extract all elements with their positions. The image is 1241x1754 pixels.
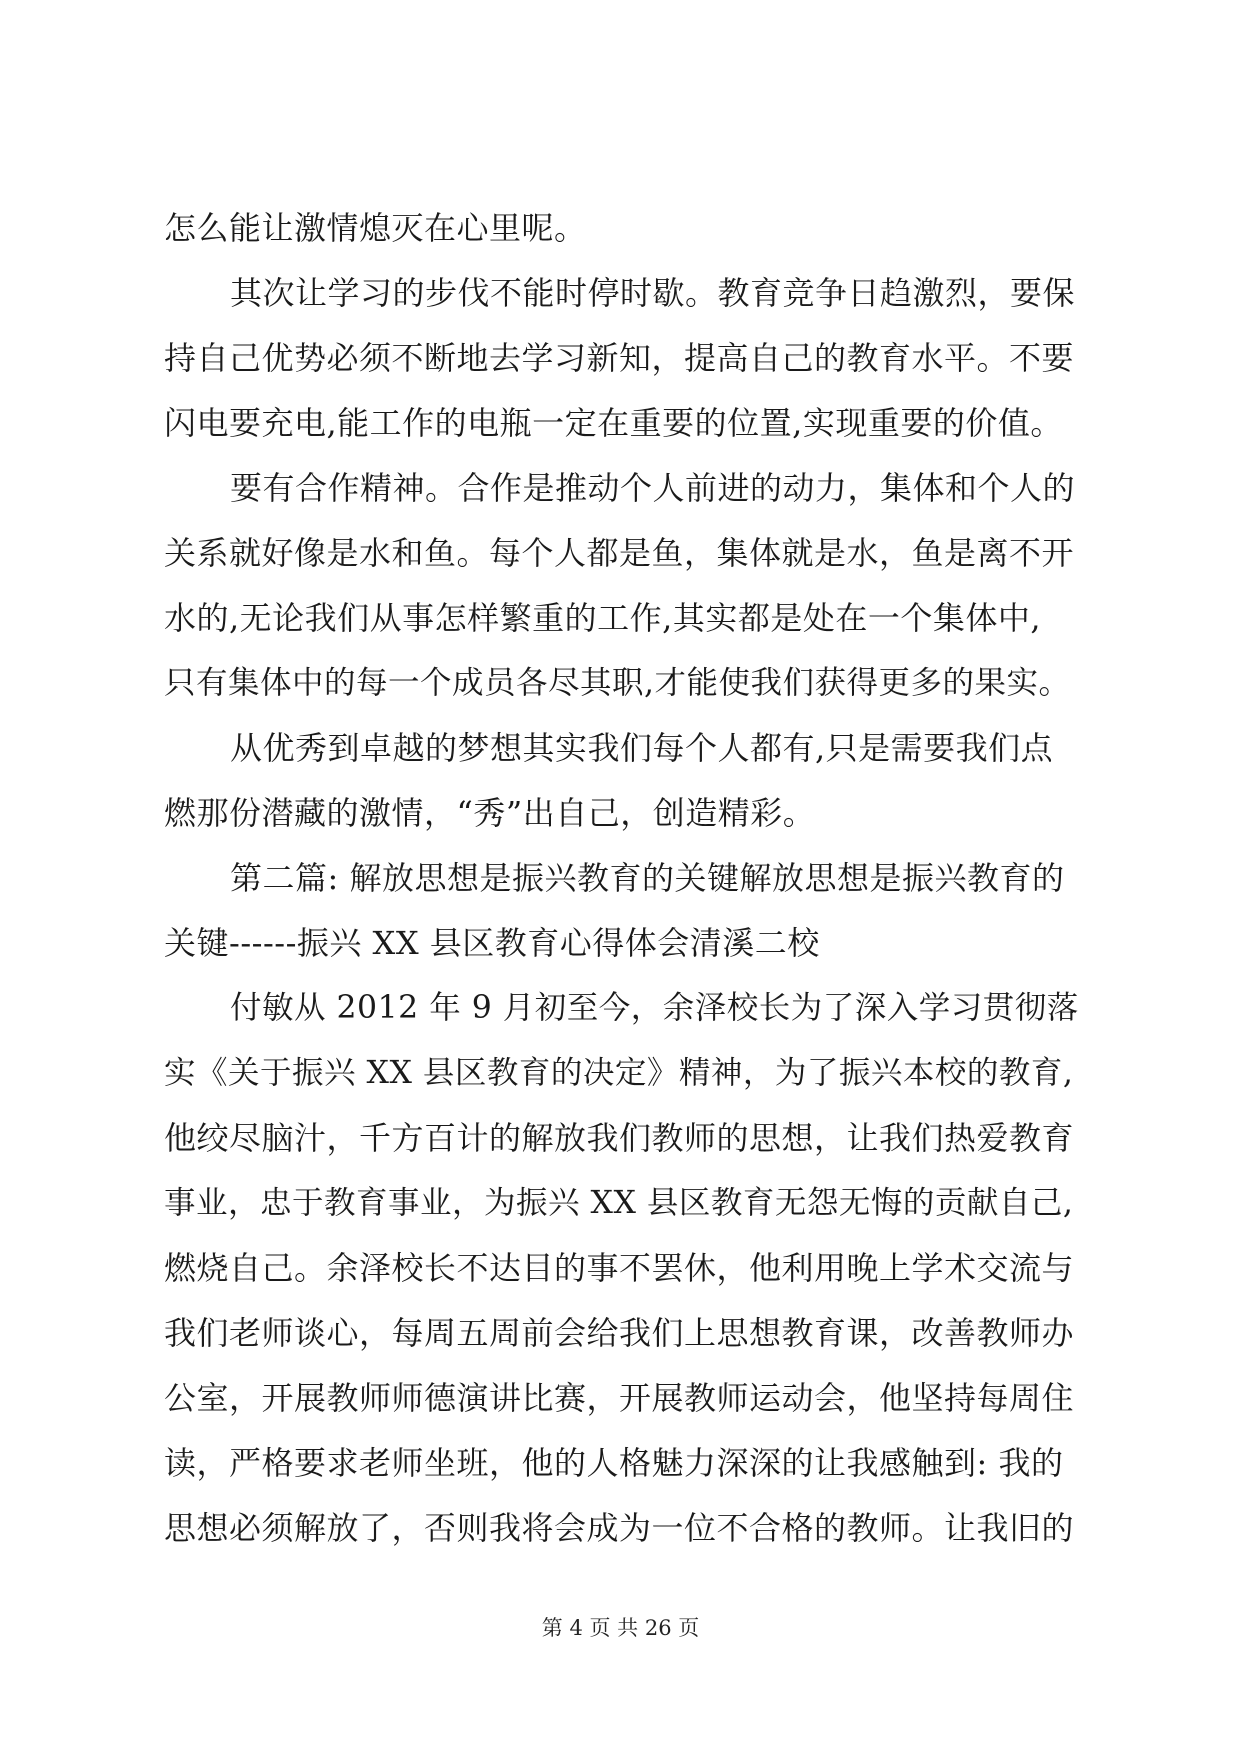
text-line: 燃那份潜藏的激情，“秀”出自己，创造精彩。 xyxy=(164,794,816,832)
text-line: 关键------振兴 XX 县区教育心得体会清溪二校 xyxy=(164,924,820,962)
text-line: 关系就好像是水和鱼。每个人都是鱼，集体就是水，鱼是离不开 xyxy=(164,534,1075,572)
text-line: 实《关于振兴 XX 县区教育的决定》精神，为了振兴本校的教育, xyxy=(164,1055,1074,1091)
document-body xyxy=(164,196,1084,1561)
text-line: 怎么能让激情熄灭在心里呢。 xyxy=(164,209,587,247)
text-line: 其次让学习的步伐不能时停时歇。教育竞争日趋激烈，要保 xyxy=(230,274,1076,312)
page-footer: 第 4 页 共 26 页 xyxy=(541,1616,700,1640)
text-line: 读，严格要求老师坐班，他的人格魅力深深的让我感触到: 我的 xyxy=(164,1444,1064,1482)
text-line: 公室，开展教师师德演讲比赛，开展教师运动会，他坚持每周住 xyxy=(164,1379,1075,1417)
text-line: 要有合作精神。合作是推动个人前进的动力，集体和个人的 xyxy=(230,469,1076,507)
text-line: 闪电要充电,能工作的电瓶一定在重要的位置,实现重要的价值。 xyxy=(164,404,1063,442)
text-line: 第二篇: 解放思想是振兴教育的关键解放思想是振兴教育的 xyxy=(230,859,1065,897)
text-line: 水的,无论我们从事怎样繁重的工作,其实都是处在一个集体中, xyxy=(164,599,1042,637)
text-line: 燃烧自己。余泽校长不达目的事不罢休，他利用晚上学术交流与 xyxy=(164,1249,1075,1287)
text-line: 从优秀到卓越的梦想其实我们每个人都有,只是需要我们点 xyxy=(230,729,1054,767)
text-line: 我们老师谈心，每周五周前会给我们上思想教育课，改善教师办 xyxy=(164,1314,1075,1352)
text-line: 付敏从 2012 年 9 月初至今，余泽校长为了深入学习贯彻落 xyxy=(230,990,1079,1026)
text-line: 只有集体中的每一个成员各尽其职,才能使我们获得更多的果实。 xyxy=(164,665,1071,701)
text-line: 思想必须解放了，否则我将会成为一位不合格的教师。让我旧的 xyxy=(164,1509,1075,1547)
text-line: 事业，忠于教育事业，为振兴 XX 县区教育无怨无悔的贡献自己, xyxy=(164,1185,1074,1221)
text-line: 他绞尽脑汁，千方百计的解放我们教师的思想，让我们热爱教育 xyxy=(164,1119,1075,1157)
text-line: 持自己优势必须不断地去学习新知，提高自己的教育水平。不要 xyxy=(164,339,1075,377)
